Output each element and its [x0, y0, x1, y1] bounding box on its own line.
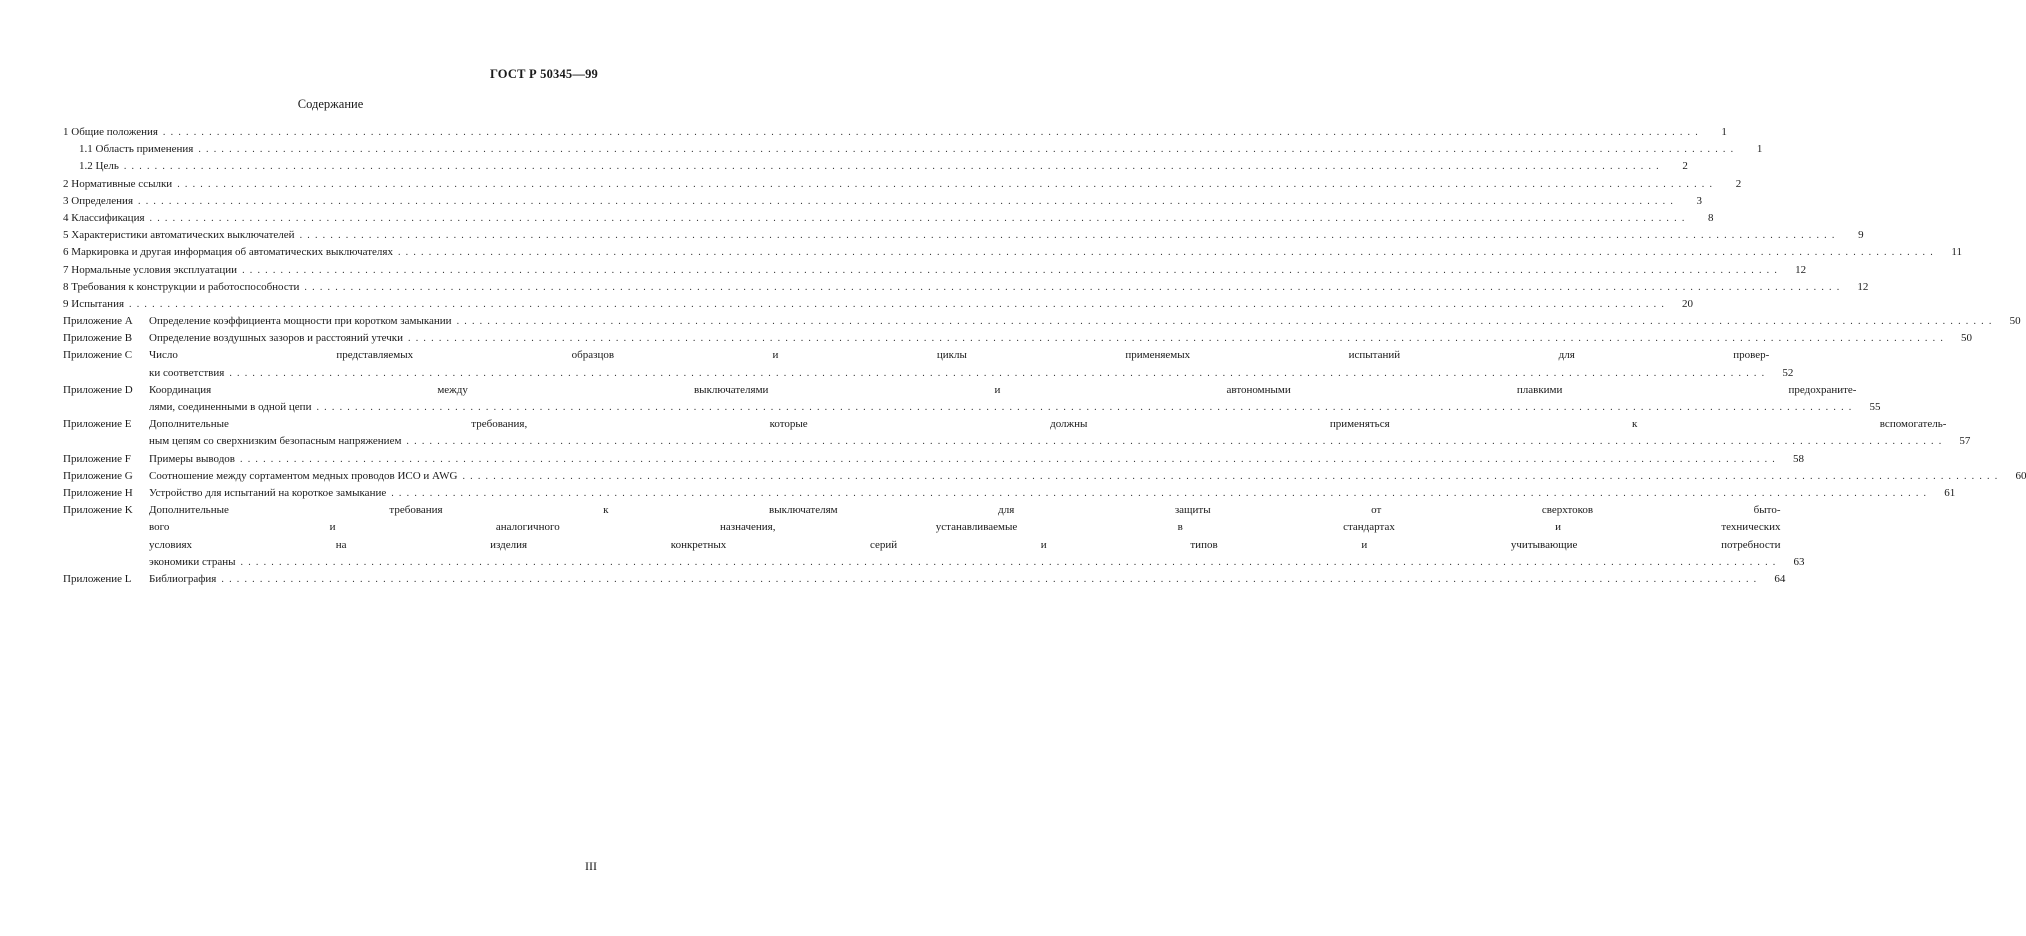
appendix-entry[interactable] [63, 571, 1786, 588]
dot-leader: ........................................................................................................................................................................................................ [177, 178, 1718, 190]
appendix-title-line: Библиография [149, 572, 217, 585]
toc-entry[interactable] [63, 227, 1864, 244]
appendix-page: 60 [2015, 469, 2026, 482]
toc-entry-page: 12 [1857, 280, 1869, 293]
appendix-label: Приложение L [63, 572, 132, 585]
appendix-entry[interactable] [63, 468, 2026, 485]
toc-entry-title: 4 Классификация [63, 211, 145, 224]
appendix-label: Приложение K [63, 504, 133, 517]
appendix-entry[interactable] [63, 330, 1973, 347]
toc-entry[interactable] [63, 279, 1869, 296]
toc-entry[interactable] [63, 296, 1694, 313]
dot-leader: ........................................................................................................................................................................................................ [123, 161, 1664, 173]
toc-entry[interactable] [63, 244, 1962, 261]
toc-entry-title: 9 Испытания [63, 297, 125, 310]
dot-leader: ........................................................................................................................................................................................................ [129, 298, 1670, 310]
appendix-title-line: Устройство для испытаний на короткое замыкание [149, 487, 387, 499]
appendix-title-line: Определение коэффициента мощности при коротком замыкании [149, 315, 452, 328]
appendix-title-line: Определение воздушных зазоров и расстояний утечки [149, 332, 404, 345]
page-title: Содержание [297, 97, 364, 111]
dot-leader: ........................................................................................................................................................................................................ [397, 247, 1938, 259]
appendix-label: Приложение H [63, 487, 133, 499]
appendix-page: 58 [1793, 452, 1804, 465]
appendix-page: 63 [1793, 555, 1805, 568]
toc-entry-title: 2 Нормативные ссылки [63, 177, 173, 190]
toc-entry[interactable] [63, 124, 1727, 141]
appendix-title-line: Примеры выводов [149, 452, 235, 465]
toc-entry-title: 6 Маркировка и другая информация об автоматических выключателях [63, 246, 393, 259]
appendix-title-line: ки соответствия [149, 366, 225, 379]
appendix-title-line: условиях на изделия конкретных серий и типов и учитывающие потребности [149, 538, 1781, 551]
appendix-page: 64 [1774, 572, 1786, 585]
toc-entry-title: 3 Определения [63, 194, 134, 207]
toc-entry-title: 8 Требования к конструкции и работоспособности [63, 280, 300, 293]
dot-leader: ........................................................................................................................................................................................................ [316, 402, 1857, 414]
appendix-entry[interactable] [63, 485, 1956, 502]
dot-leader: ........................................................................................................................................................................................................ [462, 470, 2003, 482]
appendix-label: Приложение F [63, 452, 131, 465]
appendix-page: 57 [1959, 435, 1971, 448]
toc-entry[interactable] [63, 262, 1807, 279]
appendix-entry[interactable] [63, 382, 1881, 416]
appendix-page: 55 [1869, 401, 1881, 414]
dot-leader: ........................................................................................................................................................................................................ [138, 195, 1679, 207]
appendix-title-line: Число представляемых образцов и циклы применяемых испытаний для провер- [149, 349, 1770, 362]
toc-entry-page: 3 [1696, 194, 1703, 207]
appendix-label: Приложение A [63, 315, 133, 328]
appendix-title-line: лями, соединенными в одной цепи [149, 401, 312, 414]
appendix-label: Приложение D [63, 383, 133, 396]
appendix-entry[interactable] [63, 313, 2021, 330]
dot-leader: ........................................................................................................................................................................................................ [229, 367, 1770, 379]
toc-entry[interactable] [63, 158, 1688, 175]
appendix-title-line: вого и аналогичного назначения, устанавливаемые в стандартах и технических [149, 521, 1781, 534]
appendix-title-line: Координация между выключателями и автономными плавкими предохраните- [149, 383, 1857, 396]
toc-entry-page: 11 [1951, 246, 1962, 259]
toc-entry-title: 5 Характеристики автоматических выключателей [63, 229, 295, 242]
appendix-label: Приложение E [63, 418, 132, 431]
toc-entry[interactable] [63, 141, 1763, 158]
appendix-entry[interactable] [63, 416, 1971, 450]
toc-entry-page: 12 [1795, 263, 1807, 276]
appendix-page: 61 [1944, 487, 1956, 499]
toc-entry[interactable] [63, 193, 1703, 210]
appendix-title-line: Соотношение между сортаментом медных проводов ИСО и AWG [149, 469, 458, 482]
toc-entry-page: 2 [1682, 160, 1688, 173]
standard-header: ГОСТ Р 50345—99 [489, 67, 598, 81]
dot-leader: ........................................................................................................................................................................................................ [149, 212, 1690, 224]
dot-leader: ........................................................................................................................................................................................................ [304, 281, 1845, 293]
dot-leader: ........................................................................................................................................................................................................ [391, 488, 1932, 499]
toc-entry-page: 1 [1756, 143, 1763, 156]
appendix-title-line: Дополнительные требования к выключателям для защиты от сверхтоков быто- [149, 504, 1781, 517]
appendix-title-line: ным цепям со сверхнизким безопасным напряжением [149, 435, 402, 448]
appendix-entry[interactable] [63, 347, 1794, 381]
appendix-title-line: экономики страны [149, 555, 236, 568]
toc-entry-title: 1.2 Цель [79, 160, 119, 173]
dot-leader: ........................................................................................................................................................................................................ [240, 556, 1781, 568]
dot-leader: ........................................................................................................................................................................................................ [406, 436, 1947, 448]
toc-entry-page: 2 [1735, 177, 1742, 190]
appendix-entry[interactable] [63, 502, 1805, 571]
toc-entry-page: 9 [1858, 229, 1864, 242]
dot-leader: ........................................................................................................................................................................................................ [299, 230, 1840, 242]
table-of-contents [63, 124, 2026, 588]
appendix-title-line: Дополнительные требования, которые должны применяться к вспомогатель- [149, 418, 1947, 431]
toc-entry-title: 1.1 Область применения [79, 143, 194, 156]
dot-leader: ........................................................................................................................................................................................................ [221, 573, 1762, 585]
toc-entry-page: 20 [1682, 297, 1694, 310]
appendix-entry[interactable] [63, 451, 1804, 468]
appendix-page: 52 [1782, 366, 1794, 379]
appendix-page: 50 [1961, 332, 1973, 345]
dot-leader: ........................................................................................................................................................................................................ [242, 264, 1783, 276]
dot-leader: ........................................................................................................................................................................................................ [408, 333, 1949, 345]
toc-entry-page: 1 [1721, 126, 1727, 138]
appendix-label: Приложение C [63, 349, 133, 362]
toc-entry-title: 7 Нормальные условия эксплуатации [63, 263, 238, 276]
dot-leader: ........................................................................................................................................................................................................ [240, 453, 1780, 465]
appendix-label: Приложение G [63, 469, 133, 482]
toc-entry[interactable] [63, 210, 1714, 227]
dot-leader: ........................................................................................................................................................................................................ [456, 316, 1997, 328]
dot-leader: ........................................................................................................................................................................................................ [198, 144, 1739, 156]
page-number: III [585, 859, 597, 873]
toc-entry-title: 1 Общие положения [63, 126, 158, 138]
toc-entry-page: 8 [1708, 211, 1714, 224]
dot-leader: ........................................................................................................................................................................................................ [162, 127, 1703, 138]
appendix-label: Приложение B [63, 332, 133, 345]
appendix-page: 50 [2009, 315, 2021, 328]
toc-entry[interactable] [63, 176, 1742, 193]
